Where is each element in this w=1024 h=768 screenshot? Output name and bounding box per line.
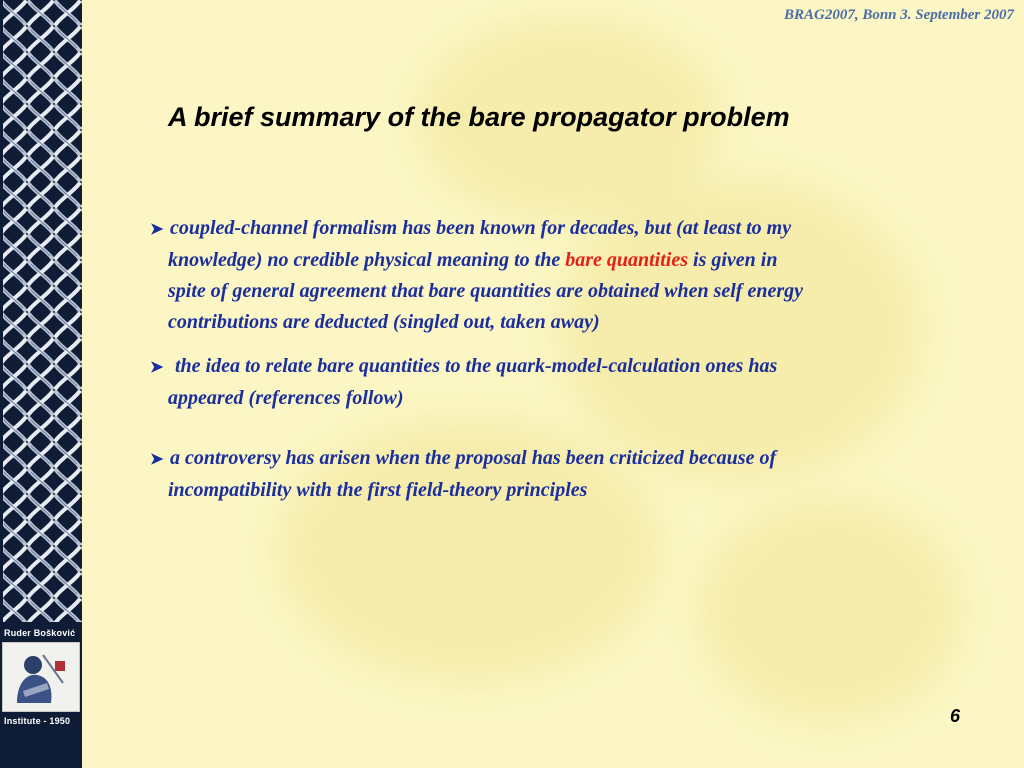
arrowhead-bullet-icon: ➤ xyxy=(150,359,164,376)
institute-emblem-icon xyxy=(2,642,80,712)
bullet-item xyxy=(150,351,990,414)
bullet-line xyxy=(150,245,990,276)
bullet-item xyxy=(150,213,990,338)
bullet-line: appeared (references follow) xyxy=(168,387,404,409)
bullet-text: coupled-channel formalism has been known for decades, but (at least to my xyxy=(170,217,792,239)
bullet-text: knowledge) no credible physical meaning to the xyxy=(168,249,561,271)
braided-rope-icon xyxy=(0,0,82,630)
page-number: 6 xyxy=(950,706,961,726)
arrowhead-bullet-icon: ➤ xyxy=(150,221,164,238)
bullet-text: a controversy has arisen when the proposal has been criticized because of xyxy=(170,447,777,469)
bullet-line: spite of general agreement that bare quantities are obtained when self energy xyxy=(168,280,803,302)
conference-header: BRAG2007, Bonn 3. September 2007 xyxy=(783,7,1014,23)
arrowhead-bullet-icon: ➤ xyxy=(150,451,164,468)
bullet-line xyxy=(150,351,990,383)
bullet-line: contributions are deducted (singled out, taken away) xyxy=(168,311,600,333)
slide-title: A brief summary of the bare propagator problem xyxy=(168,102,790,132)
bullet-text: is given in xyxy=(693,249,778,271)
highlighted-term: bare quantities xyxy=(565,249,689,271)
bullet-item xyxy=(150,443,990,506)
bullet-line xyxy=(150,213,990,245)
logo-institute-year: Institute - 1950 xyxy=(4,716,71,726)
bullet-line xyxy=(150,443,990,475)
bullet-text: the idea to relate bare quantities to the quark-model-calculation ones has xyxy=(175,355,778,377)
bullet-line: incompatibility with the first field-theory principles xyxy=(168,479,588,501)
background-watermark xyxy=(700,500,960,720)
logo-institute-name: Ruder Bošković xyxy=(4,628,76,638)
